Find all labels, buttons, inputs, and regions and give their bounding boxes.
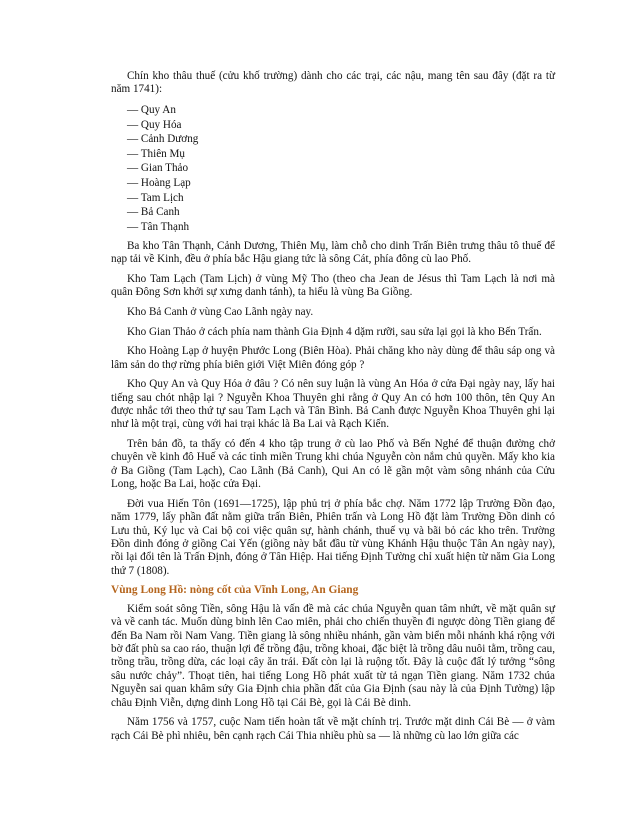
paragraph: Kho Hoàng Lạp ở huyện Phước Long (Biên Hòa). Phải chăng kho này dùng để thâu sáp ong và lâm sản do thợ rừng phía biên giới Việt Miên đóng góp ? bbox=[111, 345, 555, 371]
document-page bbox=[111, 70, 555, 743]
paragraph: Trên bản đồ, ta thấy có đến 4 kho tập trung ở cù lao Phố và Bến Nghé để thuận đường chở chuyên về kinh đô Huế và các tỉnh miền Trung khi chúa Nguyễn còn nắm chủ quyền. Mấy kho kia ở Ba Giồng (Tam Lạch), Cao Lãnh (Bả Canh), Qui An có lẽ gần một vàm sông nhánh của Cửu Long, hoặc Ba Lai, hoặc cửa Đại. bbox=[111, 437, 555, 491]
paragraph: Kiểm soát sông Tiền, sông Hậu là vấn đề mà các chúa Nguyễn quan tâm nhứt, về mặt quân sự và về canh tác. Muốn dùng binh lên Cao miên, phải cho chiến thuyền đi ngược dòng Tiền giang để đến Ba Nam rồi Nam Vang. Tiền giang là sông nhiều nhánh, gần vàm biển mỗi nhánh khá rộng với bờ đất phù sa cao ráo, thuận lợi để trồng đậu, trồng khoai, đặc biệt là trồng dâu nuôi tằm, trồng cau, trồng trầu, trồng dừa, các loại cây ăn trái. Đất còn lại là ruộng tốt. Đây là cuộc đất lý tưởng “sông sâu nước chảy”. Thoạt tiên, hai tiếng Long Hồ phát xuất từ tả ngạn Tiền giang. Năm 1732 chúa Nguyễn sai quan khâm sứy Gia Định chia phần đất của Gia Định (sau này là của Định Tường) lập châu Định Viễn, dựng dinh Long Hồ tại Cái Bè, gọi là Cái Bè dinh. bbox=[111, 602, 555, 709]
list-item: — Quy Hóa bbox=[127, 118, 182, 131]
list-item: — Bả Canh bbox=[127, 206, 180, 219]
paragraph: Ba kho Tân Thạnh, Cảnh Dương, Thiên Mụ, làm chỗ cho dinh Trấn Biên trưng thâu tô thuế để nạp tải về Kinh, đều ở phía bắc Hậu giang tức là sông Cát, phía đông cù lao Phố. bbox=[111, 239, 555, 266]
paragraph-intro: Chín kho thâu thuế (cửu khố trường) dành cho các trại, các nậu, mang tên sau đây (đặt ra từ năm 1741): bbox=[111, 70, 555, 96]
paragraph: Đời vua Hiến Tôn (1691—1725), lập phủ trị ở phía bắc chợ. Năm 1772 lập Trường Đồn đạo, năm 1779, lấy phần đất nằm giữa trấn Biên, Phiên trấn và Long Hồ đặt làm Trường Đồn dinh có Lưu thủ, Ký lục và Cai bộ coi việc quân sự, hành chánh, thuế vụ và bãi bỏ các kho trên. Trường Đồn dinh đóng ở giồng Cai Yến (giồng này bắt đầu từ vùng Khánh Hậu thuộc Tân An ngày nay), rồi lại đổi tên là Trấn Định, đóng ở Tân Hiệp. Hai tiếng Định Tường chỉ xuất hiện từ năm Gia Long thứ 7 (1808). bbox=[111, 497, 555, 577]
list-item: — Gian Thảo bbox=[127, 162, 189, 175]
list-item: — Thiên Mụ bbox=[127, 147, 185, 160]
list-item: — Hoàng Lạp bbox=[127, 176, 191, 189]
paragraph: Kho Tam Lạch (Tam Lịch) ở vùng Mỹ Tho (theo cha Jean de Jésus thì Tam Lạch là nơi mà quân Đông Sơn khởi sự xưng danh tánh), ta hiểu là vùng Ba Giồng. bbox=[111, 272, 555, 299]
warehouse-list bbox=[127, 103, 555, 234]
list-item: — Cảnh Dương bbox=[127, 133, 199, 146]
paragraph: Kho Bả Canh ở vùng Cao Lãnh ngày nay. bbox=[127, 305, 314, 318]
section-heading: Vùng Long Hồ: nòng cốt của Vĩnh Long, An Giang bbox=[111, 584, 359, 597]
paragraph: Kho Gian Thảo ở cách phía nam thành Gia Định 4 dặm rưỡi, sau sửa lại gọi là kho Bến Trấn. bbox=[127, 325, 542, 338]
paragraph: Năm 1756 và 1757, cuộc Nam tiến hoàn tất về mặt chính trị. Trước mặt dinh Cái Bè — ở vàm rạch Cái Bè phì nhiêu, bên cạnh rạch Cái Thia nhiều phù sa — là những cù lao lớn giữa các bbox=[111, 716, 555, 742]
paragraph: Kho Quy An và Quy Hóa ở đâu ? Có nên suy luận là vùng An Hóa ở cửa Đại ngày nay, lấy hai tiếng sau chót nhập lại ? Nguyễn Khoa Thuyên ghi rằng ở Quy An có hơn 100 thôn, tên Quy An được nhắc tới theo thứ tự sau Tam Lạch và Tân Bình. Bả Canh được Nguyễn Khoa Thuyên ghi lại như là một trại, cùng với hai trại khác là Ba Lai và Rạch Kiến. bbox=[111, 378, 555, 431]
list-item: — Tân Thạnh bbox=[127, 220, 190, 233]
list-item: — Tam Lịch bbox=[127, 191, 184, 204]
list-item: — Quy An bbox=[127, 104, 176, 116]
